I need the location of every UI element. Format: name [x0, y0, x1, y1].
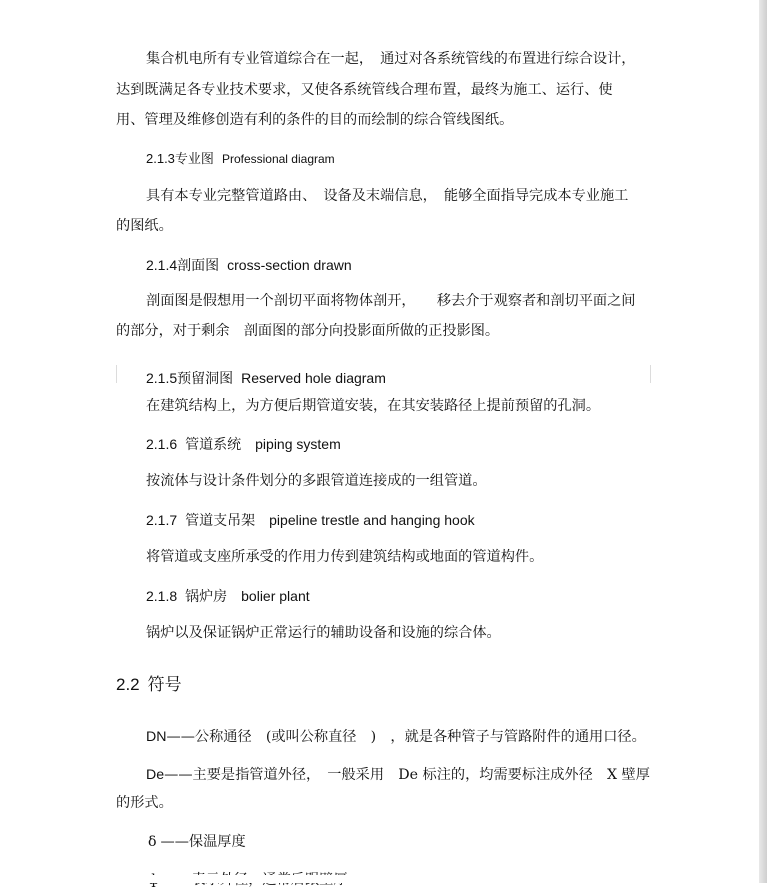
page-right-edge — [759, 0, 767, 883]
symbol-dn — [146, 727, 646, 747]
margin-marker-left — [116, 365, 117, 383]
para-2-1-3-line-1: 具有本专业完整管道路由、 设备及末端信息， 能够全面指导完成本专业施工 — [146, 188, 629, 204]
symbol-de-line-2: 的形式。 — [116, 795, 173, 811]
symbol-de — [146, 765, 650, 785]
symbol-abbr: DN — [146, 729, 167, 745]
section-title: 符号 — [147, 675, 182, 695]
para-2-1-6-line-1: 按流体与设计条件划分的多跟管道连接成的一组管道。 — [146, 473, 487, 489]
para-2-1-4-line-2: 的部分，对于剩余 剖面图的部分向投影面所做的正投影图。 — [116, 323, 500, 339]
heading-cn: 管道系统 — [185, 437, 242, 453]
heading-en: piping system — [255, 436, 341, 452]
heading-number: 2.1.7 — [146, 512, 178, 528]
intro-line-3: 用、管理及维修创造有利的条件的目的而绘制的综合管线图纸。 — [116, 112, 514, 128]
heading-cn: 管道支吊架 — [185, 513, 256, 529]
symbol-dash: —— — [166, 729, 195, 745]
heading-en: pipeline trestle and hanging hook — [269, 512, 475, 528]
heading-cn: 锅炉房 — [185, 589, 228, 605]
heading-2-1-3 — [146, 149, 335, 170]
heading-en: bolier plant — [241, 588, 310, 604]
heading-en: Reserved hole diagram — [241, 370, 386, 386]
para-2-1-5-line-1: 在建筑结构上，为方便后期管道安装，在其安装路径上提前预留的孔洞。 — [146, 398, 601, 414]
heading-2-1-6 — [146, 434, 341, 455]
heading-number: 2.1.4 — [146, 257, 178, 273]
symbol-description: 保温厚度 — [188, 834, 246, 850]
symbol-delta — [148, 832, 246, 852]
heading-2-1-7 — [146, 510, 475, 531]
intro-line-2: 达到既满足各专业技术要求，又使各系统管线合理布置，最终为施工、运行、使 — [116, 82, 613, 98]
symbol-char: δ — [148, 834, 157, 850]
heading-2-1-4 — [146, 255, 352, 276]
section-number: 2.2 — [116, 675, 140, 694]
heading-en: Professional diagram — [221, 152, 335, 166]
symbol-dash: —— — [164, 767, 193, 783]
intro-line-1: 集合机电所有专业管道综合在一起， 通过对各系统管线的布置进行综合设计， — [146, 51, 636, 67]
heading-2-1-8 — [146, 586, 310, 607]
heading-number: 2.1.3 — [146, 151, 175, 166]
heading-cn: 专业图 — [174, 152, 214, 167]
section-heading-2-2 — [116, 675, 182, 695]
heading-number: 2.1.8 — [146, 588, 178, 604]
para-2-1-8-line-1: 锅炉以及保证锅炉正常运行的辅助设备和设施的综合体。 — [146, 625, 501, 641]
heading-number: 2.1.5 — [146, 370, 178, 386]
margin-marker-right — [650, 365, 651, 383]
page-bottom-cutoff — [0, 875, 767, 883]
para-2-1-4-line-1: 剖面图是假想用一个剖切平面将物体剖开， 移去介于观察者和剖切平面之间 — [146, 293, 636, 309]
heading-2-1-5 — [146, 368, 386, 389]
symbol-abbr: De — [146, 767, 165, 783]
para-2-1-7-line-1: 将管道或支座所承受的作用力传到建筑结构或地面的管道构件。 — [146, 549, 544, 565]
heading-number: 2.1.6 — [146, 436, 178, 452]
symbol-dash: —— — [160, 834, 189, 850]
heading-en: cross-section drawn — [227, 257, 352, 273]
heading-cn: 剖面图 — [177, 258, 220, 274]
heading-cn: 预留洞图 — [177, 371, 234, 387]
para-2-1-3-line-2: 的图纸。 — [116, 218, 173, 234]
symbol-description: 公称通径 (或叫公称直径 ) ，就是各种管子与管路附件的通用口径。 — [194, 729, 646, 745]
symbol-description: 主要是指管道外径， 一般采用 De 标注的，均需要标注成外径 X 壁厚 — [192, 767, 650, 783]
